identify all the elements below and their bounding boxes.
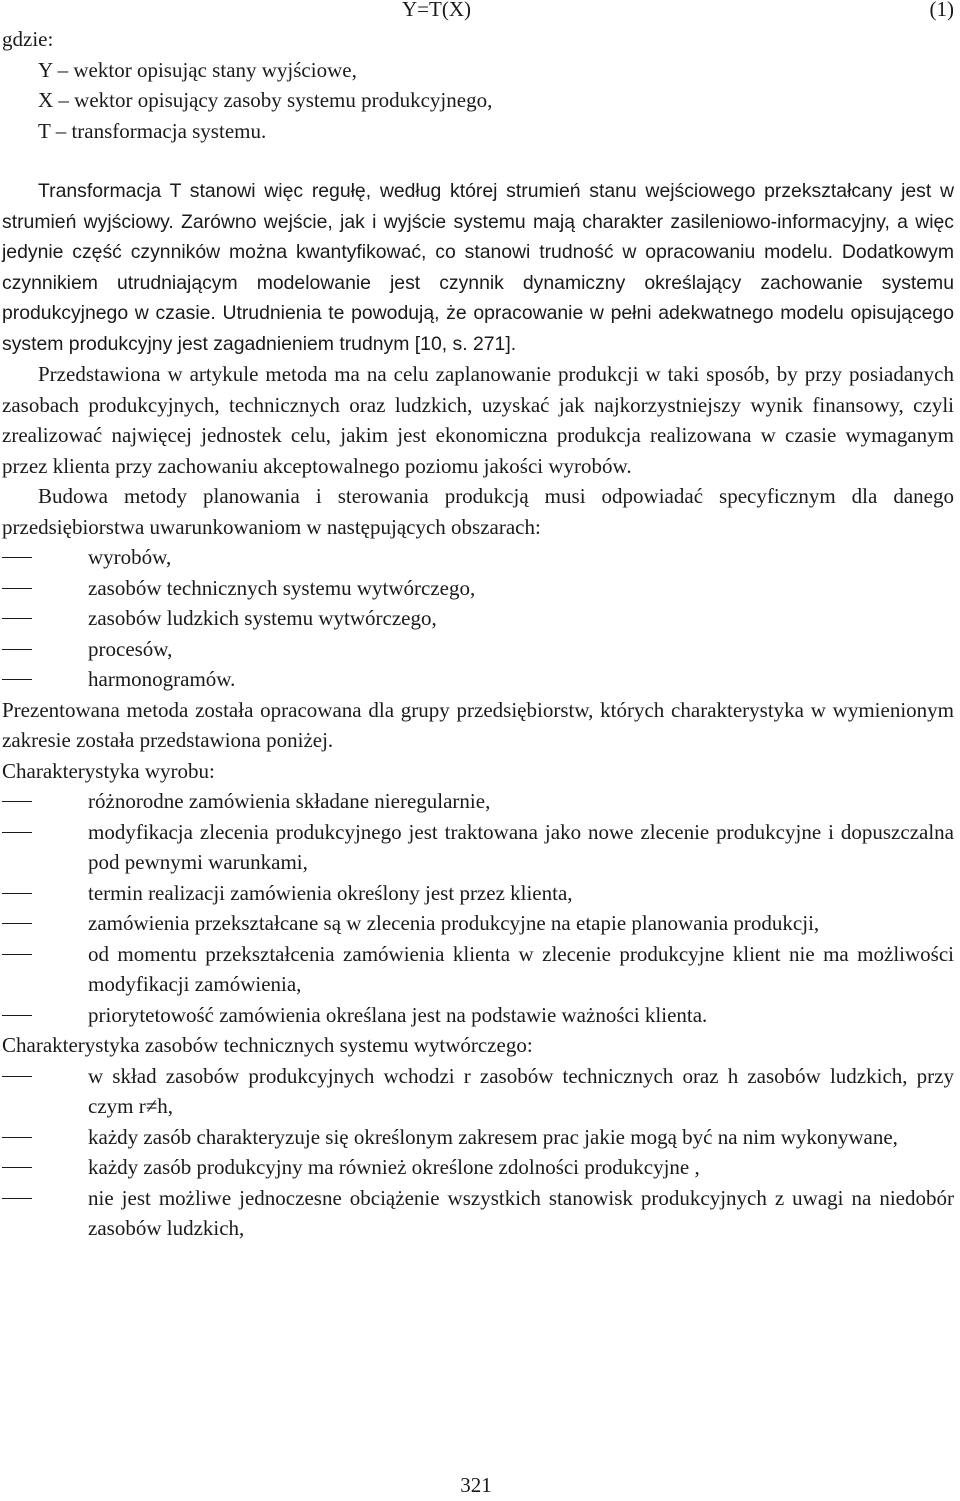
where-intro: gdzie: [2, 27, 54, 51]
list-item: zasobów ludzkich systemu wytwórczego, [2, 603, 954, 634]
list-item: harmonogramów. [2, 664, 954, 695]
list-item: wyrobów, [2, 542, 954, 573]
equation-line [2, 0, 954, 24]
list-item: zamówienia przekształcane są w zlecenia produkcyjne na etapie planowania produkcji, [2, 908, 954, 939]
list-item: termin realizacji zamówienia określony jest przez klienta, [2, 878, 954, 909]
list-item: każdy zasób charakteryzuje się określonym zakresem prac jakie mogą być na nim wykonywane, [2, 1122, 954, 1153]
paragraph-transformation: Transformacja T stanowi więc regułę, według której strumień stanu wejściowego przekształcany jest w strumień wyjściowy. Zarówno wejście, jak i wyjście systemu mają charakter zasileniowo-informacyjny, a więc jedynie część czynników można kwantyfikować, co stanowi trudność w opracowaniu modelu. Dodatkowym czynnikiem utrudniającym modelowanie jest czynnik dynamiczny określający zachowanie systemu produkcyjnego w czasie. Utrudnienia te powodują, że opracowanie w pełni adekwatnego modelu opisującego system produkcyjny jest zagadnieniem trudnym [10, s. 271]. [2, 180, 954, 355]
document-page [2, 0, 954, 1244]
paragraph-presented-method: Prezentowana metoda została opracowana dla grupy przedsiębiorstw, których charakterystyka w wymienionym zakresie została przedstawiona poniżej. [2, 697, 954, 752]
heading-technical-resources: Charakterystyka zasobów technicznych systemu wytwórczego: [2, 1033, 533, 1057]
list-item: każdy zasób produkcyjny ma również określone zdolności produkcyjne , [2, 1152, 954, 1183]
paragraph-method-goal: Przedstawiona w artykule metoda ma na celu zaplanowanie produkcji w taki sposób, by przy posiadanych zasobach produkcyjnych, technicznych oraz ludzkich, uzyskać jak najkorzystniejszy wynik finansowy, czyli zrealizować najwięcej jednostek celu, jakim jest ekonomiczna produkcja realizowana w czasie wymaganym przez klienta przy zachowaniu akceptowalnego poziomu jakości wyrobów. [2, 362, 954, 478]
list-item: od momentu przekształcenia zamówienia klienta w zlecenie produkcyjne klient nie ma możliwości modyfikacji zamówienia, [2, 939, 954, 1000]
definition-item: T – transformacja systemu. [38, 118, 267, 143]
page-number: 321 [460, 1473, 492, 1497]
paragraph-method-structure: Budowa metody planowania i sterowania produkcją musi odpowiadać specyficznym dla danego przedsiębiorstwa uwarunkowaniom w następujących obszarach: [2, 484, 954, 539]
spacer [2, 146, 954, 176]
list-item: modyfikacja zlecenia produkcyjnego jest traktowana jako nowe zlecenie produkcyjne i dopuszczalna pod pewnymi warunkami, [2, 817, 954, 878]
list-item: w skład zasobów produkcyjnych wchodzi r zasobów technicznych oraz h zasobów ludzkich, przy czym r≠h, [2, 1061, 954, 1122]
list-areas [2, 542, 954, 695]
list-product-characteristics [2, 786, 954, 1030]
definition-item: Y – wektor opisując stany wyjściowe, [38, 57, 357, 82]
list-item: priorytetowość zamówienia określana jest na podstawie ważności klienta. [2, 1000, 954, 1031]
heading-product-characteristics: Charakterystyka wyrobu: [2, 758, 215, 783]
list-item: nie jest możliwe jednoczesne obciążenie wszystkich stanowisk produkcyjnych z uwagi na niedobór zasobów ludzkich, [2, 1183, 954, 1244]
list-item: zasobów technicznych systemu wytwórczego, [2, 573, 954, 604]
equation-number: (1) [929, 0, 954, 21]
list-technical-resources [2, 1061, 954, 1244]
list-item: różnorodne zamówienia składane nieregularnie, [2, 786, 954, 817]
definition-list [2, 55, 954, 147]
definition-item: X – wektor opisujący zasoby systemu produkcyjnego, [38, 88, 493, 112]
list-item: procesów, [2, 634, 954, 665]
equation-formula: Y=T(X) [402, 0, 471, 21]
